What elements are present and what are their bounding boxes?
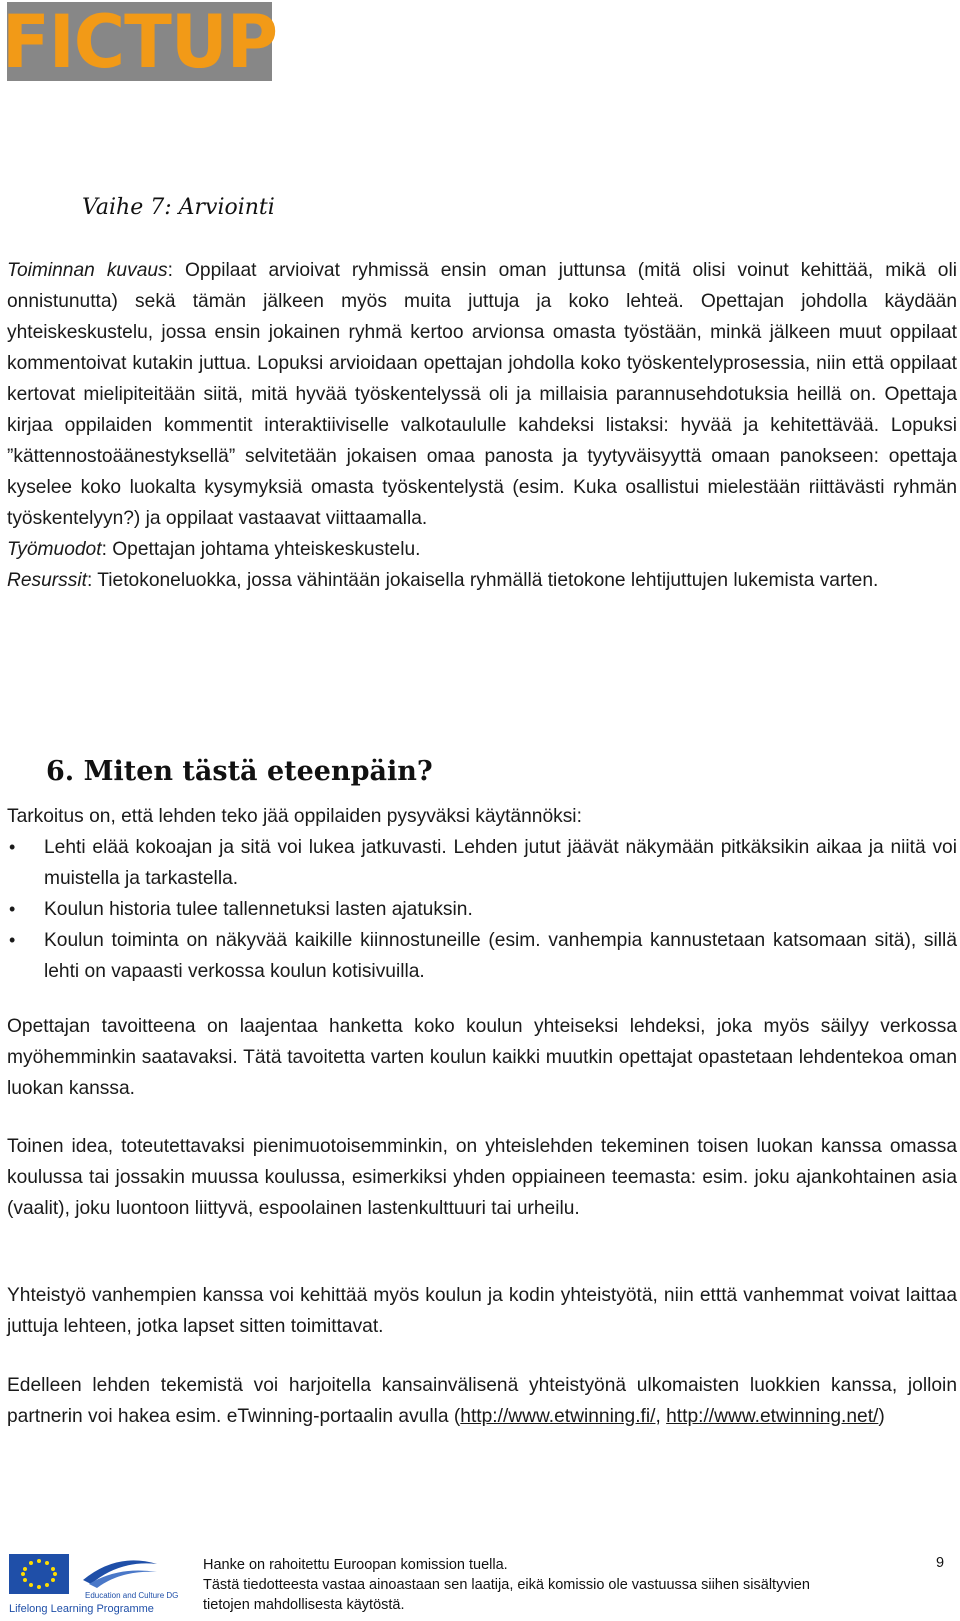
footer-line: tietojen mahdollisesta käytöstä. xyxy=(203,1597,405,1613)
stage-title: Vaihe 7: Arviointi xyxy=(82,195,275,220)
etwinning-paragraph xyxy=(7,1370,957,1432)
etwinning-net-link[interactable]: http://www.etwinning.net/ xyxy=(666,1406,879,1427)
fictup-logo xyxy=(1,0,278,85)
bullet-list xyxy=(7,832,957,987)
list-item: • Koulun historia tulee tallennetuksi lasten ajatuksin. xyxy=(7,894,957,925)
section-title: 6. Miten tästä eteenpäin? xyxy=(46,756,433,787)
etwinning-text xyxy=(7,1370,957,1432)
toiminta-paragraph xyxy=(7,255,957,534)
list-item: • Lehti elää kokoajan ja sitä voi lukea jatkuvasti. Lehden jutut jäävät näkymään pitkäksikin aikaa ja niitä voi muistella ja tarkastella. xyxy=(7,832,957,894)
section-intro-block xyxy=(7,801,957,987)
logo-caption-bottom: Lifelong Learning Programme xyxy=(9,1603,154,1615)
link-separator: , xyxy=(655,1406,667,1427)
logo-text: FICTUP xyxy=(1,0,278,85)
resurssit-text: : Tietokoneluokka, jossa vähintään jokaisella ryhmällä tietokone lehtijuttujen lukemista varten. xyxy=(86,570,879,591)
eu-flag-icon xyxy=(7,1550,179,1616)
paragraph: Opettajan tavoitteena on laajentaa hanketta koko koulun yhteiseksi lehdeksi, joka myös säilyy verkossa myöhemminkin saatavaksi. Tätä tavoitetta varten koulun kaikki muutkin opettajat opastetaan lehdentekoa oman luokan kanssa. xyxy=(7,1016,957,1099)
activity-description xyxy=(7,255,957,596)
paragraph: Yhteistyö vanhempien kanssa voi kehittää myös koulun ja kodin yhteistyötä, niin etttä vanhemmat voivat laittaa juttuja lehteen, jotka lapset sitten toimittavat. xyxy=(7,1285,957,1337)
eu-lifelong-learning-logo xyxy=(7,1550,179,1616)
toiminta-text: : Oppilaat arvioivat ryhmissä ensin oman juttunsa (mitä olisi voinut kehittää, mikä oli onnistunutta) sekä tämän jälkeen myös muita juttuja ja koko lehteä. Opettajan johdolla käydään yhteiskeskustelu, jossa ensin jokainen ryhmä kertoo arvionsa omasta työstään, minkä jälkeen muut oppilaat kommentoivat kutakin juttua. Lopuksi arvioidaan opettajan johdolla koko työskentelyprosessia, niin että oppilaat kertovat mielipiteitään siitä, mitä hyvää työskentelyssä oli ja millaisia parannusehdotuksia heillä on. Opettaja kirjaa oppilaiden kommentit interaktiiviselle valkotaululle kahdeksi listaksi: hyvää ja kehitettävää. Lopuksi ”kättennostoäänestyksellä” selvitetään jokaisen omaa panosta ja tyytyväisyyttä omaan panokseen: opettaja kyselee koko luokalta kysymyksiä omasta työskentelystä (esim. Kuka osallistui mielestään riittävästi ryhmän työskentelyyn?) ja oppilaat vastaavat viittaamalla. xyxy=(7,260,957,529)
footer-line: Hanke on rahoitettu Euroopan komission tuella. xyxy=(203,1557,508,1573)
footer-disclaimer xyxy=(203,1555,810,1615)
tyomuodot-label: Työmuodot xyxy=(7,539,102,560)
paren-close: ) xyxy=(878,1406,885,1427)
resurssit-label: Resurssit xyxy=(7,570,87,591)
logo-caption-top: Education and Culture DG xyxy=(85,1591,179,1600)
list-item: • Koulun toiminta on näkyvää kaikille kiinnostuneille (esim. vanhempia kannustetaan katsomaan sitä), sillä lehti on vapaasti verkossa koulun kotisivuilla. xyxy=(7,925,957,987)
toiminta-label: Toiminnan kuvaus xyxy=(7,260,168,281)
tyomuodot-text: : Opettajan johtama yhteiskeskustelu. xyxy=(101,539,421,560)
paren-open: ( xyxy=(453,1406,461,1427)
paragraph: Toinen idea, toteutettavaksi pienimuotoisemminkin, on yhteislehden tekeminen toisen luokan kanssa omassa koulussa tai jossakin muussa koulussa, esimerkiksi yhden oppiaineen teemasta: esim. joku ajankohtainen asia (vaalit), joku luontoon liittyvä, espoolainen lastenkulttuuri tai urheilu. xyxy=(7,1136,957,1219)
etwinning-body: Edelleen lehden tekemistä voi harjoitella kansainvälisenä yhteistyönä ulkomaisten luokkien kanssa, jolloin partnerin voi hakea esim. eTwinning-portaalin avulla xyxy=(7,1375,957,1427)
page-number: 9 xyxy=(936,1555,945,1571)
footer-line: Tästä tiedotteesta vastaa ainoastaan sen laatija, eikä komissio ole vastuussa siihen sisältyvien xyxy=(203,1577,810,1593)
tyomuodot-paragraph xyxy=(7,534,957,565)
resurssit-paragraph xyxy=(7,565,957,596)
etwinning-fi-link[interactable]: http://www.etwinning.fi/ xyxy=(460,1406,656,1427)
intro-paragraph: Tarkoitus on, että lehden teko jää oppilaiden pysyväksi käytännöksi: xyxy=(7,806,582,827)
